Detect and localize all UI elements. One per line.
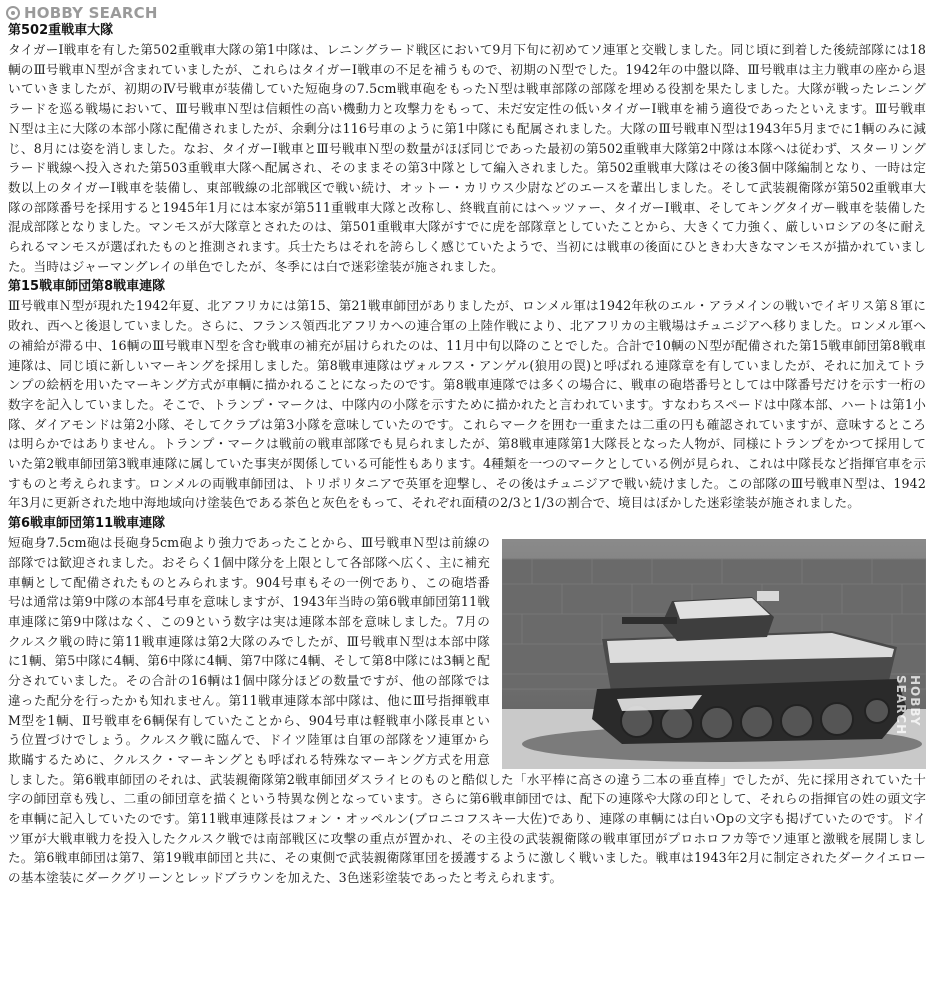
section-502nd-heavy-tank-battalion: [8, 21, 926, 276]
article-body: [8, 21, 926, 888]
logo-text: HOBBY SEARCH: [24, 4, 158, 22]
hobby-search-logo-icon: [6, 6, 20, 20]
tank-photo: [502, 539, 926, 769]
section-heading: 第15戦車師団第8戦車連隊: [8, 279, 166, 295]
hobby-search-logo: [6, 3, 158, 23]
section-paragraph: 短砲身7.5cm砲は長砲身5cm砲より強力であったことから、Ⅲ号戦車Ｎ型は前線の部隊では歓迎されました。おそらく1個中隊分を上限として各部隊へ広く、主に補充車輌として配備されたものとみられます。904号車もその一例であり、この砲塔番号は通常は第9中隊の本部4号車を意味しますが、1943年当時の第6戦車師団第11戦車連隊に第9中隊はなく、この9という数字は実は連隊本部を意味しました。7月のクルスク戦の時に第11戦車連隊は第2大隊のみでしたが、Ⅲ号戦車Ｎ型は本部中隊に1輌、第5中隊に4輌、第6中隊に4輌、第7中隊に4輌、そして第8中隊には3輌と配分されていました。その合計の16輌は1個中隊分ほどの数量ですが、他の部隊では違った配分を行ったかも知れません。第11戦車連隊本部中隊は、他にⅢ号指揮戦車M型を1輌、Ⅱ号戦車を6輌保有していたことから、904号車は軽戦車小隊長車という位置づけでしょう。クルスク戦に臨んで、ドイツ陸軍は自軍の部隊をソ連軍から欺瞞するために、クルスク・マーキングとも呼ばれる特殊なマーキング方式を用意しました。第6戦車師団のそれは、武装親衛隊第2戦車師団ダスライヒのものと酷似した「水平棒に高さの違う二本の垂直棒」でしたが、先に採用されていた十字の師団章も残し、二重の師団章を描くという特異な例となっています。さらに第6戦車師団では、配下の連隊や大隊の印として、それらの指揮官の姓の頭文字を車輌に記入していたのです。第11戦車連隊長はフォン・オッペルン(ブロニコフスキー大佐)であり、連隊の車輌には白いOpの文字も掲げていたのです。ドイツ軍が大戦車戦力を投入したクルスク戦では南部戦区に攻撃の重点が置かれ、その主役の武装親衛隊の戦車軍団がプロホロフカ等でソ連軍と激戦を展開しました。第6戦車師団は第7、第19戦車師団と共に、その東側で武装親衛隊軍団を援護するように激しく戦いました。戦車は1943年2月に制定されたダークイエローの基本塗装にダークグリーンとレッドブラウンを加えた、3色迷彩塗装であったと考えられます。: [8, 535, 926, 886]
section-6th-panzer-division: [8, 514, 926, 888]
watermark: HOBBY SEARCH: [894, 675, 922, 736]
tank-photo-image: [502, 539, 926, 769]
section-heading: 第6戦車師団第11戦車連隊: [8, 516, 166, 532]
section-15th-panzer-division: [8, 277, 926, 513]
section-paragraph: Ⅲ号戦車Ｎ型が現れた1942年夏、北アフリカには第15、第21戦車師団がありましたが、ロンメル軍は1942年秋のエル・アラメインの戦いでイギリス第８軍に敗れ、西へと後退していました。さらに、フランス領西北アフリカへの連合軍の上陸作戦により、北アフリカの主戦場はチュニジアへ移りました。ロンメル軍への補給が滞る中、16輌のⅢ号戦車Ｎ型を含む戦車の補充が届けられたのは、11月中旬以降のことでした。合計で10輌のＮ型が配備された第15戦車師団第8戦車連隊は、同じ頃に新しいマーキングを採用しました。第8戦車連隊はヴォルフス・アンゲル(狼用の罠)と呼ばれる連隊章を有していましたが、それに加えてトランプの絵柄を用いたマーキング方式が車輌に描かれることになったのです。第8戦車連隊では多くの場合に、戦車の砲塔番号としては中隊番号だけを示す一桁の数字を記入していました。そこで、トランプ・マークは、中隊内の小隊を示すために描かれたと言われています。すなわちスペードは中隊本部、ハートは第1小隊、ダイアモンドは第2小隊、そしてクラブは第3小隊を意味していたのです。これらマークを囲む一重または二重の円も確認されていますが、意味するところは明らかではありません。トランプ・マークは戦前の戦車部隊でも見られましたが、第8戦車連隊第1大隊長となった人物が、同様にトランプをかつて採用していた第2戦車師団第3戦車連隊に属していた事実が関係している可能性もあります。4種類を一つのマークとしている例が見られ、これは中隊長など指揮官車を示すものと考えられます。ロンメルの両戦車師団は、トリポリタニアで英軍を迎撃し、その後はチュニジアで戦い続けました。この部隊のⅢ号戦車Ｎ型は、1942年3月に更新された地中海地域向け塗装色である茶色と灰色をもって、それぞれ面積の2/3と1/3の割合で、境目はぼかした迷彩塗装が施されました。: [8, 298, 926, 511]
section-paragraph: タイガーI戦車を有した第502重戦車大隊の第1中隊は、レニングラード戦区において9月下旬に初めてソ連軍と交戦しました。同じ頃に到着した後続部隊には18輌のⅢ号戦車Ｎ型が含まれていましたが、これらはタイガーI戦車の不足を補うもので、初期のＮ型でした。1942年の中盤以降、Ⅲ号戦車は主力戦車の座から退いていきましたが、初期のⅣ号戦車が装備していた短砲身の7.5cm戦車砲をもったＮ型は戦車部隊の部隊を埋める役割を果たしました。大隊が戦ったレニングラードを巡る戦場において、Ⅲ号戦車Ｎ型は信頼性の高い機動力と攻撃力をもって、未だ安定性の低いタイガーI戦車を補う適役であったといえます。Ⅲ号戦車Ｎ型は主に大隊の本部小隊に配備されましたが、余剰分は116号車のように第1中隊にも配属されました。大隊のⅢ号戦車Ｎ型は1943年5月までに1輌のみに減じ、8月には姿を消しました。なお、タイガーI戦車とⅢ号戦車Ｎ型の数量がほぼ同じであった最初の第502重戦車大隊第2中隊は本隊へは従わず、スターリングラード戦線へ投入された第503重戦車大隊へ配属され、そのままその第3中隊として編入されました。第502重戦車大隊はその後3個中隊編制となり、一時は定数以上のタイガーI戦車を装備し、東部戦線の北部戦区で戦い続け、オットー・カリウス少尉などのエースを輩出しました。そして武装親衛隊が第502重戦車大隊の部隊番号を採用すると1945年1月には本家が第511重戦車大隊と改称し、終戦直前にはヘッツァー、タイガーⅠ戦車、そしてキングタイガー戦車を装備した混成部隊となりました。マンモスが大隊章とされたのは、第501重戦車大隊がすでに虎を部隊章としていたことから、大きくて力強く、厳しいロシアの冬に耐えられるマンモスが選ばれたものと推測されます。兵士たちはそれを誇らしく感じていたようで、当初には戦車の後面にひときわ大きなマンモスが描かれていました。当時はジャーマングレイの単色でしたが、冬季には白で迷彩塗装が施されました。: [8, 42, 926, 274]
section-heading: 第502重戦車大隊: [8, 23, 114, 38]
